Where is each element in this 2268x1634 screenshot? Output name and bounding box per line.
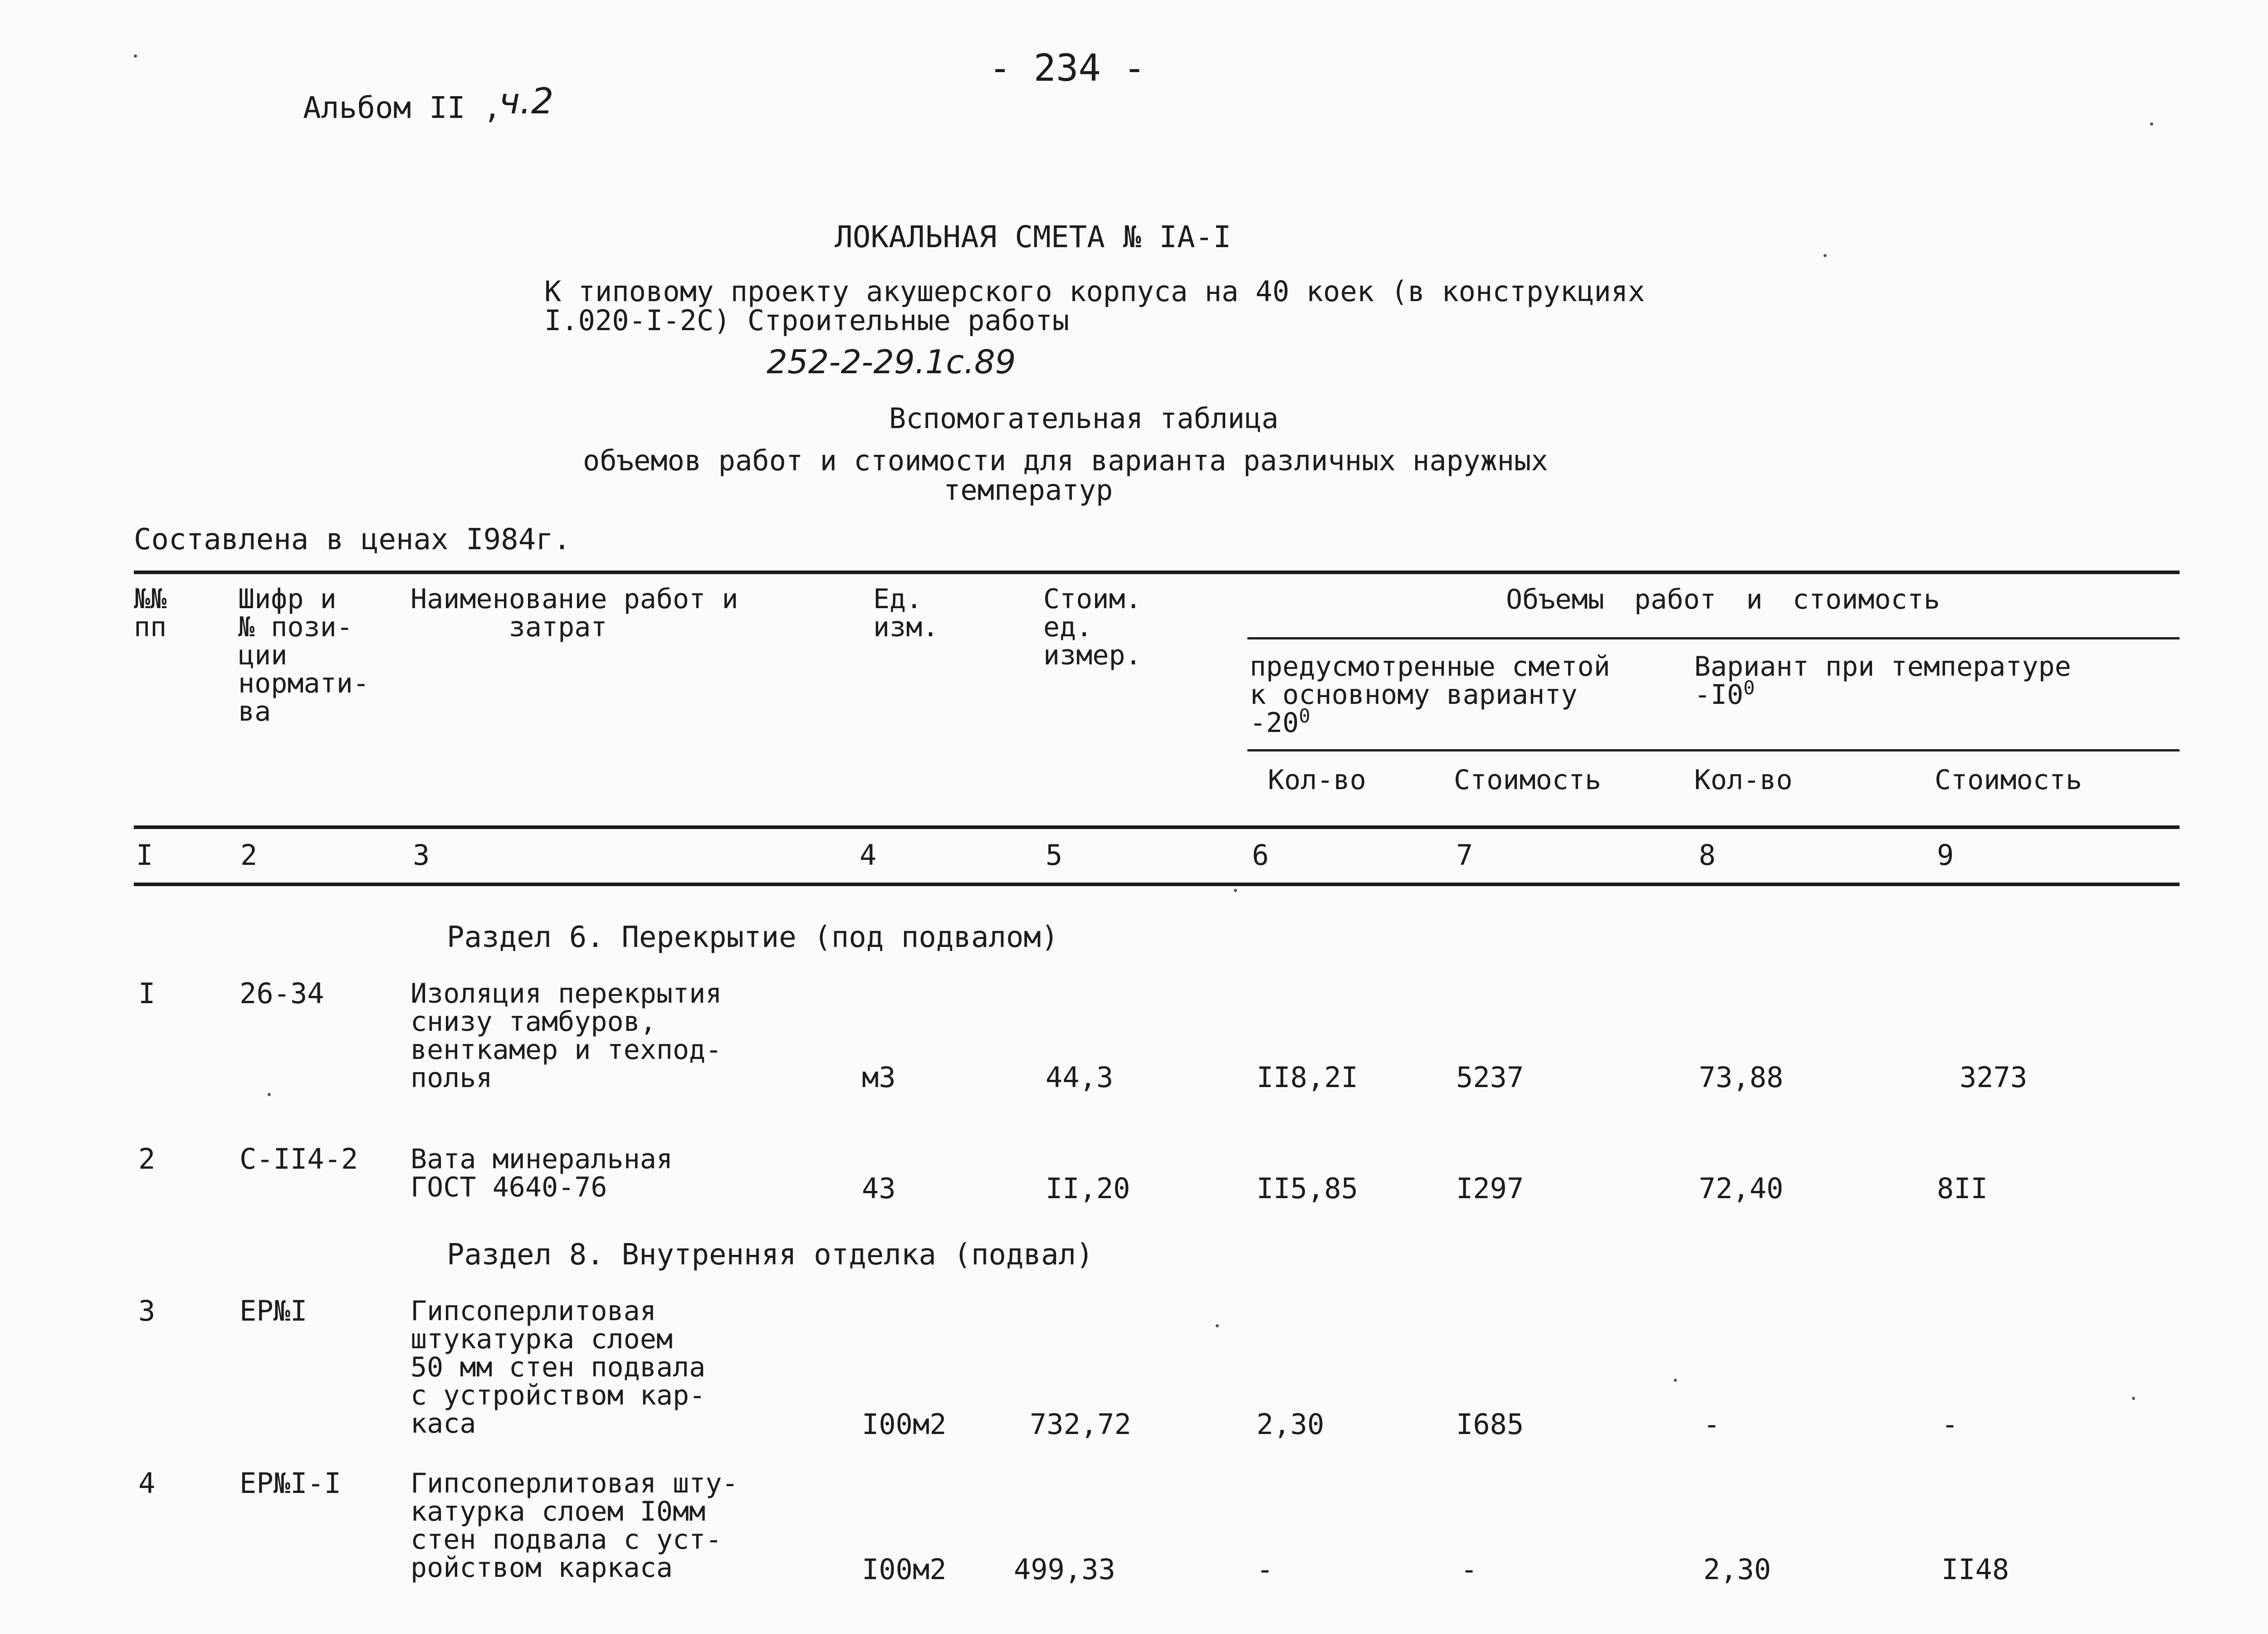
- row-4-num: 4: [138, 1467, 156, 1500]
- row-3-unit-cost: 732,72: [1030, 1408, 1131, 1441]
- row-2-num: 2: [138, 1142, 156, 1176]
- header-base-line-3: $-20^0$: [1250, 705, 1310, 739]
- row-4-name: Гипсоперлитовая шту- катурка слоем I0мм стен подвала с уст- ройством каркаса: [411, 1468, 738, 1584]
- row-2-cost-base: I297: [1456, 1172, 1524, 1205]
- row-4-unit-cost: 499,33: [1014, 1553, 1115, 1586]
- aux-table-title: Вспомогательная таблица: [889, 402, 1279, 435]
- header-unit-cost: Стоим. ед. измер.: [1043, 583, 1142, 671]
- scan-speck: [2132, 1397, 2135, 1400]
- page-number: - 234 -: [989, 47, 1146, 90]
- row-4-qty-variant: 2,30: [1703, 1553, 1771, 1586]
- row-3-cost-base: I685: [1456, 1408, 1524, 1441]
- header-base-line-1: предусмотренные сметой: [1250, 651, 1610, 683]
- column-number-7: 7: [1456, 839, 1473, 872]
- row-1-cost-variant: 3273: [1960, 1061, 2028, 1094]
- subtitle-line-2: I.020-I-2С) Строительные работы: [544, 304, 1070, 337]
- header-qty-base: Кол-во: [1268, 764, 1366, 796]
- row-4-cost-base: -: [1461, 1553, 1478, 1586]
- row-2-name: Вата минеральная ГОСТ 4640-76: [411, 1143, 673, 1203]
- scan-speck: [1234, 889, 1237, 892]
- scan-speck: [1674, 1379, 1677, 1382]
- row-3-unit: I00м2: [862, 1408, 947, 1441]
- row-3-qty-base: 2,30: [1256, 1408, 1325, 1441]
- subgroup-header-rule: [1247, 749, 2180, 751]
- header-volumes-group: Объемы работ и стоимость: [1506, 584, 1940, 615]
- row-1-code: 26-34: [240, 977, 324, 1010]
- header-name: Наименование работ и затрат: [411, 583, 738, 643]
- row-2-code: С-II4-2: [240, 1142, 358, 1176]
- scan-speck: [1216, 1324, 1219, 1327]
- subtitle-line-1: К типовому проекту акушерского корпуса на 40 коек (в конструкциях: [544, 275, 1645, 308]
- header-bottom-rule: [134, 825, 2180, 829]
- row-2-qty-base: II5,85: [1256, 1172, 1358, 1205]
- row-4-cost-variant: II48: [1941, 1553, 2009, 1586]
- row-1-qty-variant: 73,88: [1699, 1061, 1784, 1094]
- row-1-unit-cost: 44,3: [1046, 1061, 1114, 1094]
- row-2-cost-variant: 8II: [1937, 1172, 1988, 1205]
- row-3-qty-variant: -: [1703, 1408, 1721, 1441]
- header-variant-line-2: $-I0^0$: [1694, 677, 1755, 711]
- row-3-cost-variant: -: [1941, 1408, 1959, 1441]
- document-title: ЛОКАЛЬНАЯ СМЕТА № IА-I: [835, 219, 1232, 254]
- row-3-code: ЕР№I: [240, 1294, 308, 1327]
- column-number-1: I: [136, 839, 153, 872]
- group-header-rule: [1247, 637, 2180, 639]
- column-numbers-rule: [134, 883, 2180, 886]
- header-cost-base: Стоимость: [1454, 764, 1602, 796]
- row-3-name: Гипсоперлитовая штукатурка слоем 50 мм стен подвала с устройством кар- каса: [411, 1295, 706, 1439]
- header-code: Шифр и № пози- ции нормати- ва: [238, 583, 369, 727]
- row-2-unit: 43: [862, 1172, 896, 1205]
- header-cost-variant: Стоимость: [1935, 764, 2082, 796]
- column-number-9: 9: [1937, 839, 1954, 872]
- row-4-unit: I00м2: [862, 1553, 947, 1586]
- table-top-rule: [134, 571, 2180, 574]
- row-3-num: 3: [138, 1294, 156, 1327]
- section-heading-6: Раздел 6. Перекрытие (под подвалом): [447, 921, 1059, 954]
- scan-speck: [134, 54, 137, 58]
- column-number-3: 3: [413, 839, 430, 872]
- row-1-cost-base: 5237: [1456, 1061, 1524, 1094]
- scan-speck: [1823, 254, 1827, 257]
- aux-table-subtitle-1: объемов работ и стоимости для варианта различных наружных: [583, 444, 1548, 477]
- scan-speck: [2150, 122, 2153, 126]
- row-4-code: ЕР№I-I: [240, 1467, 341, 1500]
- column-number-5: 5: [1046, 839, 1063, 872]
- header-variant-line-1: Вариант при температуре: [1694, 651, 2071, 683]
- album-handwritten-part: ч.2: [499, 81, 554, 122]
- row-2-unit-cost: II,20: [1046, 1172, 1130, 1205]
- column-number-6: 6: [1252, 839, 1269, 872]
- section-heading-8: Раздел 8. Внутренняя отделка (подвал): [447, 1238, 1094, 1272]
- header-unit: Ед. изм.: [873, 583, 939, 643]
- column-number-8: 8: [1699, 839, 1716, 872]
- project-code: 252-2-29.1с.89: [767, 343, 1016, 381]
- row-1-unit: м3: [862, 1061, 896, 1094]
- column-number-4: 4: [860, 839, 877, 872]
- column-number-2: 2: [240, 839, 258, 872]
- scan-speck: [268, 1093, 271, 1096]
- row-1-name: Изоляция перекрытия снизу тамбуров, венткамер и техпод- полья: [411, 978, 722, 1094]
- header-num: №№ пп: [134, 583, 167, 643]
- row-2-qty-variant: 72,40: [1699, 1172, 1784, 1205]
- row-1-qty-base: II8,2I: [1256, 1061, 1358, 1094]
- row-4-qty-base: -: [1256, 1553, 1274, 1586]
- prices-note: Составлена в ценах I984г.: [134, 523, 571, 556]
- aux-table-subtitle-2: температур: [943, 473, 1113, 507]
- row-1-num: I: [138, 977, 156, 1010]
- header-qty-variant: Кол-во: [1694, 764, 1793, 796]
- header-base-line-2: к основному варианту: [1250, 679, 1578, 711]
- album-label: Альбом II ,: [303, 90, 502, 125]
